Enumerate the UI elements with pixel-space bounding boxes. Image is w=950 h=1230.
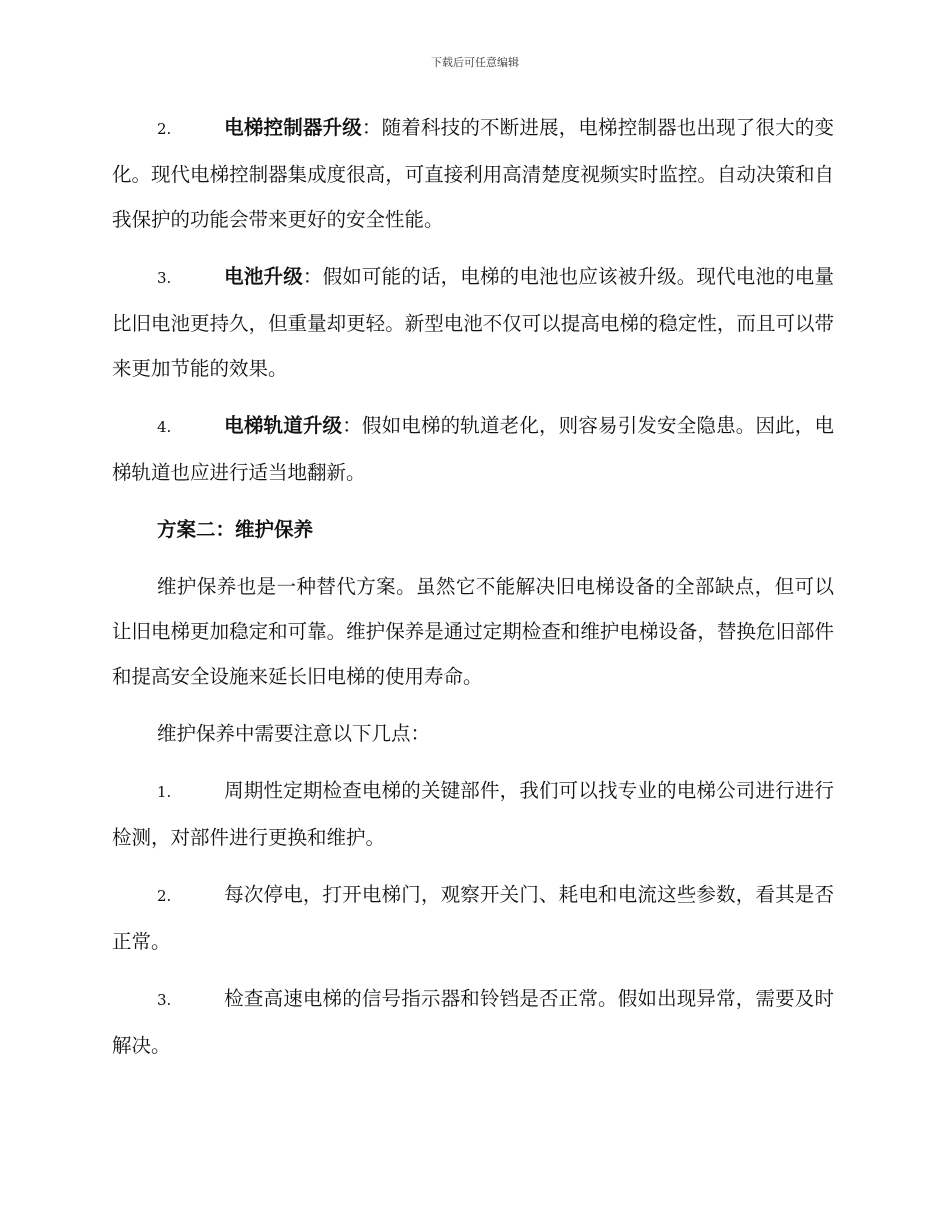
list-item: [112, 872, 834, 964]
list-item-title: 电梯轨道升级: [224, 414, 343, 437]
list-item-colon: ：: [302, 265, 323, 288]
list-item-text: 随着科技的不断进展，电梯控制器也出现了很大的变化。现代电梯控制器集成度很高，可直接利用高清楚度视频实时监控。自动决策和自我保护的功能会带来更好的安全性能。: [112, 116, 834, 231]
list-item-number: 3.: [157, 991, 172, 1009]
list-item: [112, 768, 834, 860]
list-item-number: 3.: [157, 269, 172, 287]
list-item-number: 2.: [157, 120, 172, 138]
list-item-number: 4.: [157, 418, 172, 436]
list-item-text: 每次停电，打开电梯门，观察开关门、耗电和电流这些参数，看其是否正常。: [112, 883, 834, 953]
list-item-title: 电池升级: [224, 265, 303, 288]
list-item: [112, 976, 834, 1068]
list-item-number: 1.: [157, 783, 172, 801]
section-lead-paragraph: 维护保养中需要注意以下几点：: [157, 722, 431, 745]
document-body: [112, 105, 834, 1080]
list-item-text: 假如可能的话，电梯的电池也应该被升级。现代电池的电量比旧电池更持久，但重量却更轻。新型电池不仅可以提高电梯的稳定性，而且可以带来更加节能的效果。: [112, 265, 834, 380]
list-item: [112, 403, 834, 495]
list-item-text: 假如电梯的轨道老化，则容易引发安全隐患。因此，电梯轨道也应进行适当地翻新。: [112, 414, 834, 484]
list-item-text: 周期性定期检查电梯的关键部件，我们可以找专业的电梯公司进行进行检测，对部件进行更换和维护。: [112, 779, 834, 849]
list-item-title: 电梯控制器升级: [224, 116, 362, 139]
list-item-colon: ：: [361, 116, 382, 139]
section-intro-paragraph: 维护保养也是一种替代方案。虽然它不能解决旧电梯设备的全部缺点，但可以让旧电梯更加稳定和可靠。维护保养是通过定期检查和维护电梯设备，替换危旧部件和提高安全设施来延长旧电梯的使用寿命。: [112, 575, 834, 688]
list-item-colon: ：: [342, 414, 362, 437]
page-header: 下载后可任意编辑: [431, 56, 519, 69]
list-item-text: 检查高速电梯的信号指示器和铃铛是否正常。假如出现异常，需要及时解决。: [112, 987, 834, 1057]
list-item-number: 2.: [157, 887, 172, 905]
section-heading: 方案二：维护保养: [157, 518, 314, 541]
list-item: [112, 105, 834, 242]
list-item: [112, 254, 834, 391]
